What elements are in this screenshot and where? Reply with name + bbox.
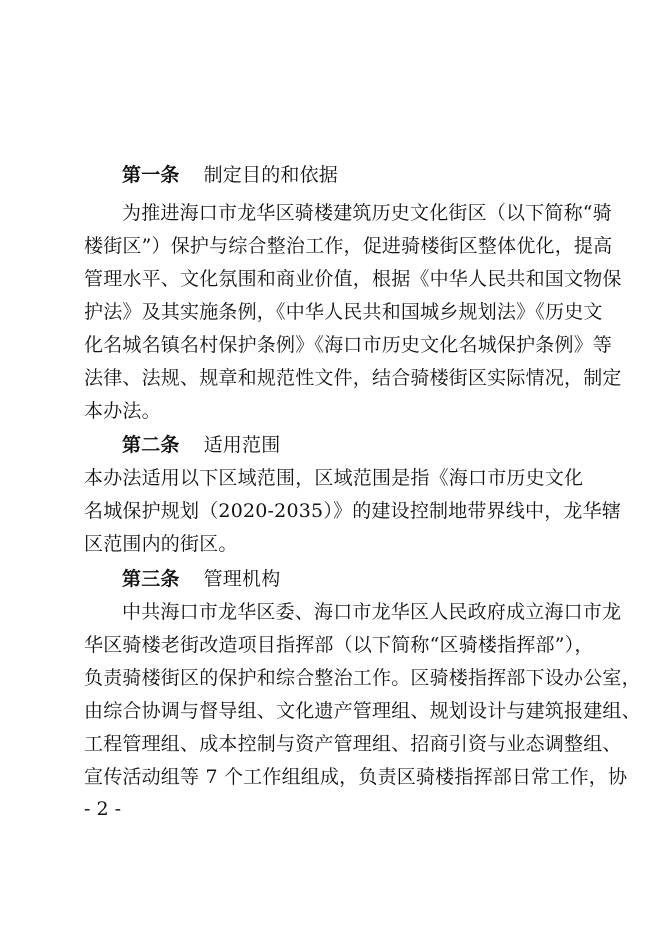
article-2-line: 本办法适用以下区域范围，区域范围是指《海口市历史文化 [84,467,584,489]
article-2-subtitle: 适用范围 [203,434,281,456]
article-3-line: 负责骑楼街区的保护和综合整治工作。区骑楼指挥部下设办公室， [84,667,641,689]
article-3-line: 宣传活动组等 7 个工作组组成，负责区骑楼指挥部日常工作，协 [84,766,628,788]
article-1-subtitle: 制定目的和依据 [203,164,339,186]
article-1-line: 管理水平、文化氛围和商业价值，根据《中华人民共和国文物保 [84,268,622,290]
article-2-title: 第二条 [122,434,180,456]
article-1-line: 为推进海口市龙华区骑楼建筑历史文化街区（以下简称“骑 [122,202,612,224]
article-3-heading [122,566,592,592]
article-2-line: 名城保护规划（2020-2035）》的建设控制地带界线中，龙华辖 [84,500,622,522]
article-1-heading [122,162,592,188]
article-2-line: 区范围内的街区。 [84,533,238,555]
article-1-line: 护法》及其实施条例，《中华人民共和国城乡规划法》《历史文 [84,301,603,323]
article-1-title: 第一条 [122,164,180,186]
article-1-line: 化名城名镇名村保护条例》《海口市历史文化名城保护条例》等 [84,334,613,356]
article-3-line: 中共海口市龙华区委、海口市龙华区人民政府成立海口市龙 [122,601,622,623]
article-2-heading [122,432,592,458]
article-3-line: 工程管理组、成本控制与资产管理组、招商引资与业态调整组、 [84,733,622,755]
article-3-subtitle: 管理机构 [203,568,281,590]
article-1-line: 本办法。 [84,400,161,422]
article-3-line: 由综合协调与督导组、文化遗产管理组、规划设计与建筑报建组、 [84,700,641,722]
page-number: - 2 - [84,798,122,820]
article-3-title: 第三条 [122,568,180,590]
article-1-line: 法律、法规、规章和规范性文件，结合骑楼街区实际情况，制定 [84,367,622,389]
article-3-line: 华区骑楼老街改造项目指挥部（以下简称“区骑楼指挥部”）， [84,634,594,656]
article-1-line: 楼街区”）保护与综合整治工作，促进骑楼街区整体优化，提高 [84,235,613,257]
